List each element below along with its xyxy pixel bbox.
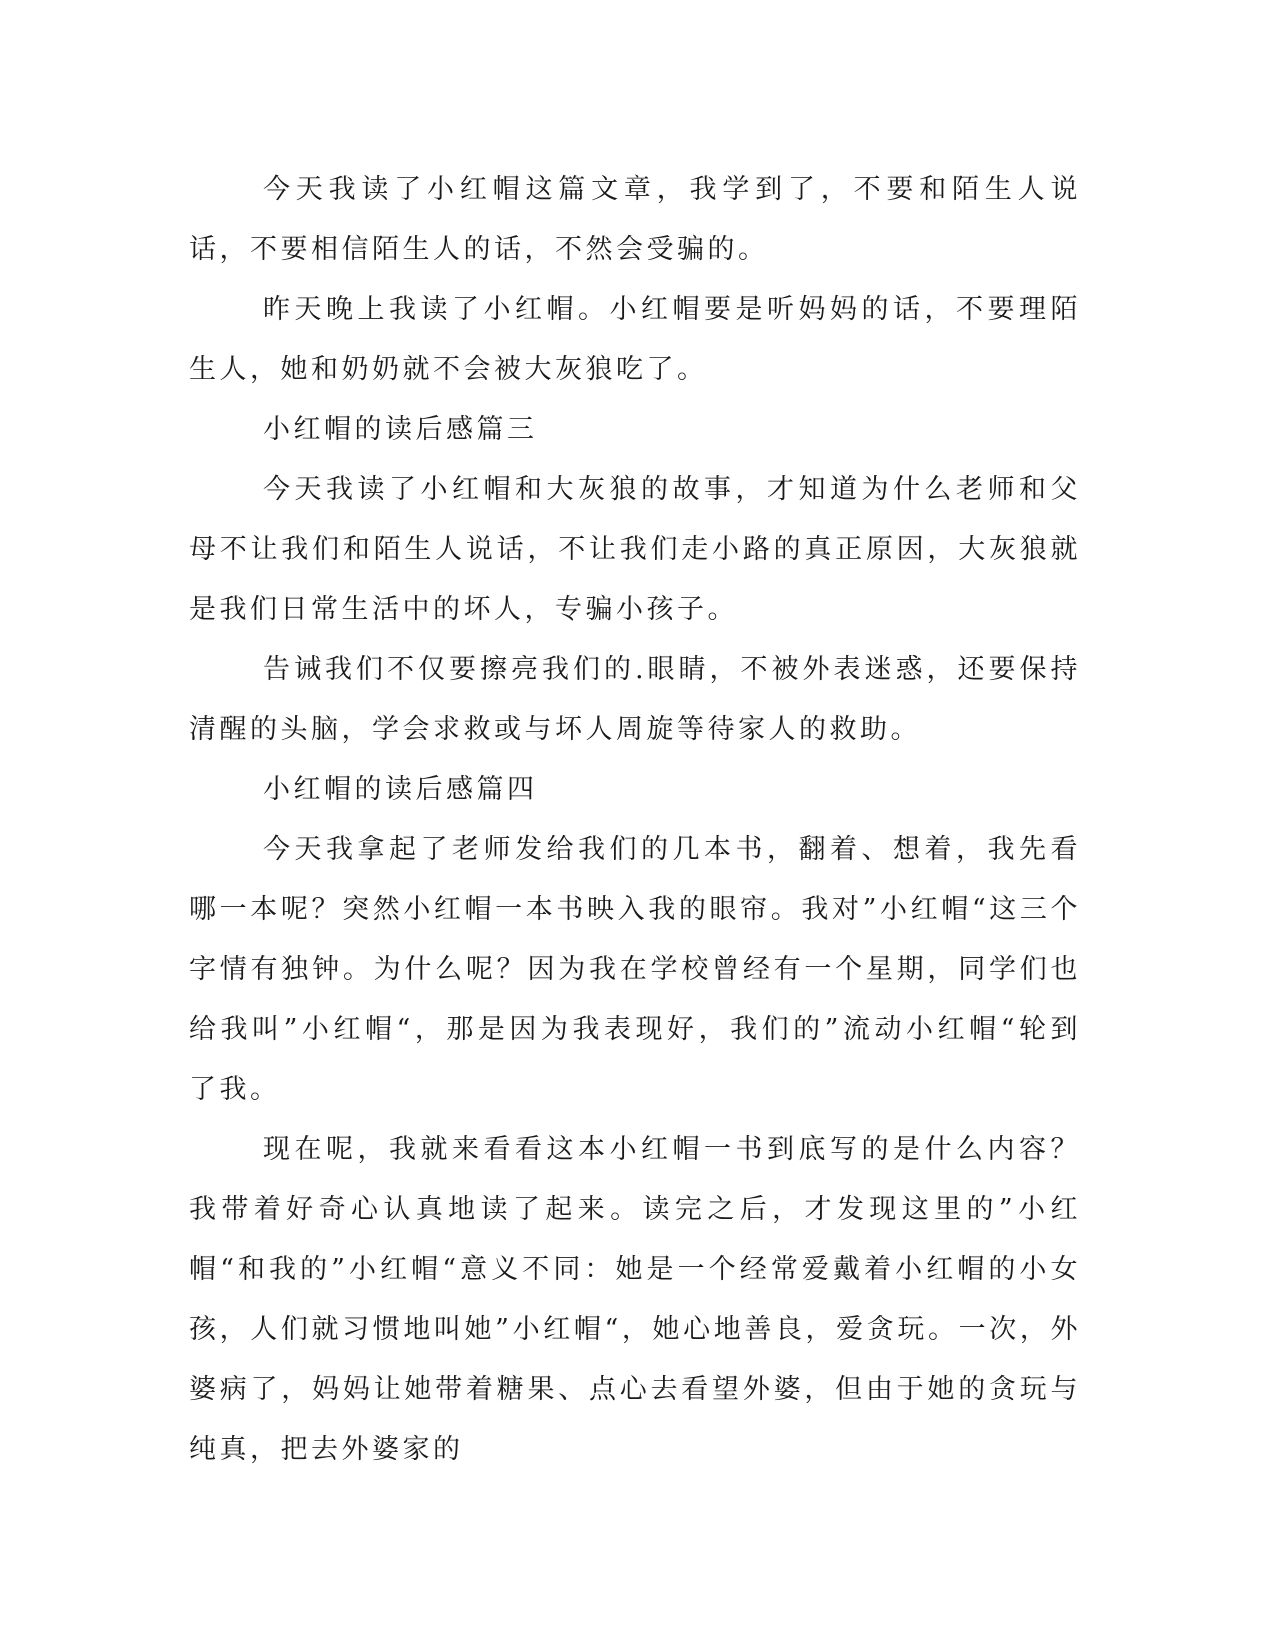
paragraph-4: 告诫我们不仅要擦亮我们的.眼睛，不被外表迷惑，还要保持清醒的头脑，学会求救或与坏人周旋等待家人的救助。 [189,654,1081,745]
document-body [189,160,1081,1480]
paragraph-6: 现在呢，我就来看看这本小红帽一书到底写的是什么内容？我带着好奇心认真地读了起来。读完之后，才发现这里的”小红帽“和我的”小红帽“意义不同：她是一个经常爱戴着小红帽的小女孩，人们就习惯地叫她”小红帽“，她心地善良，爱贪玩。一次，外婆病了，妈妈让她带着糖果、点心去看望外婆，但由于她的贪玩与纯真，把去外婆家的 [189,1134,1081,1465]
paragraph-5: 今天我拿起了老师发给我们的几本书，翻着、想着，我先看哪一本呢？突然小红帽一本书映入我的眼帘。我对”小红帽“这三个字情有独钟。为什么呢？因为我在学校曾经有一个星期，同学们也给我叫”小红帽“，那是因为我表现好，我们的”流动小红帽“轮到了我。 [189,834,1081,1105]
paragraph-3: 今天我读了小红帽和大灰狼的故事，才知道为什么老师和父母不让我们和陌生人说话，不让我们走小路的真正原因，大灰狼就是我们日常生活中的坏人，专骗小孩子。 [189,474,1081,625]
section-heading-4: 小红帽的读后感篇四 [263,774,538,805]
paragraph-1: 今天我读了小红帽这篇文章，我学到了，不要和陌生人说话，不要相信陌生人的话，不然会受骗的。 [189,174,1081,265]
section-heading-3: 小红帽的读后感篇三 [263,414,538,445]
paragraph-2: 昨天晚上我读了小红帽。小红帽要是听妈妈的话，不要理陌生人，她和奶奶就不会被大灰狼吃了。 [189,294,1081,385]
